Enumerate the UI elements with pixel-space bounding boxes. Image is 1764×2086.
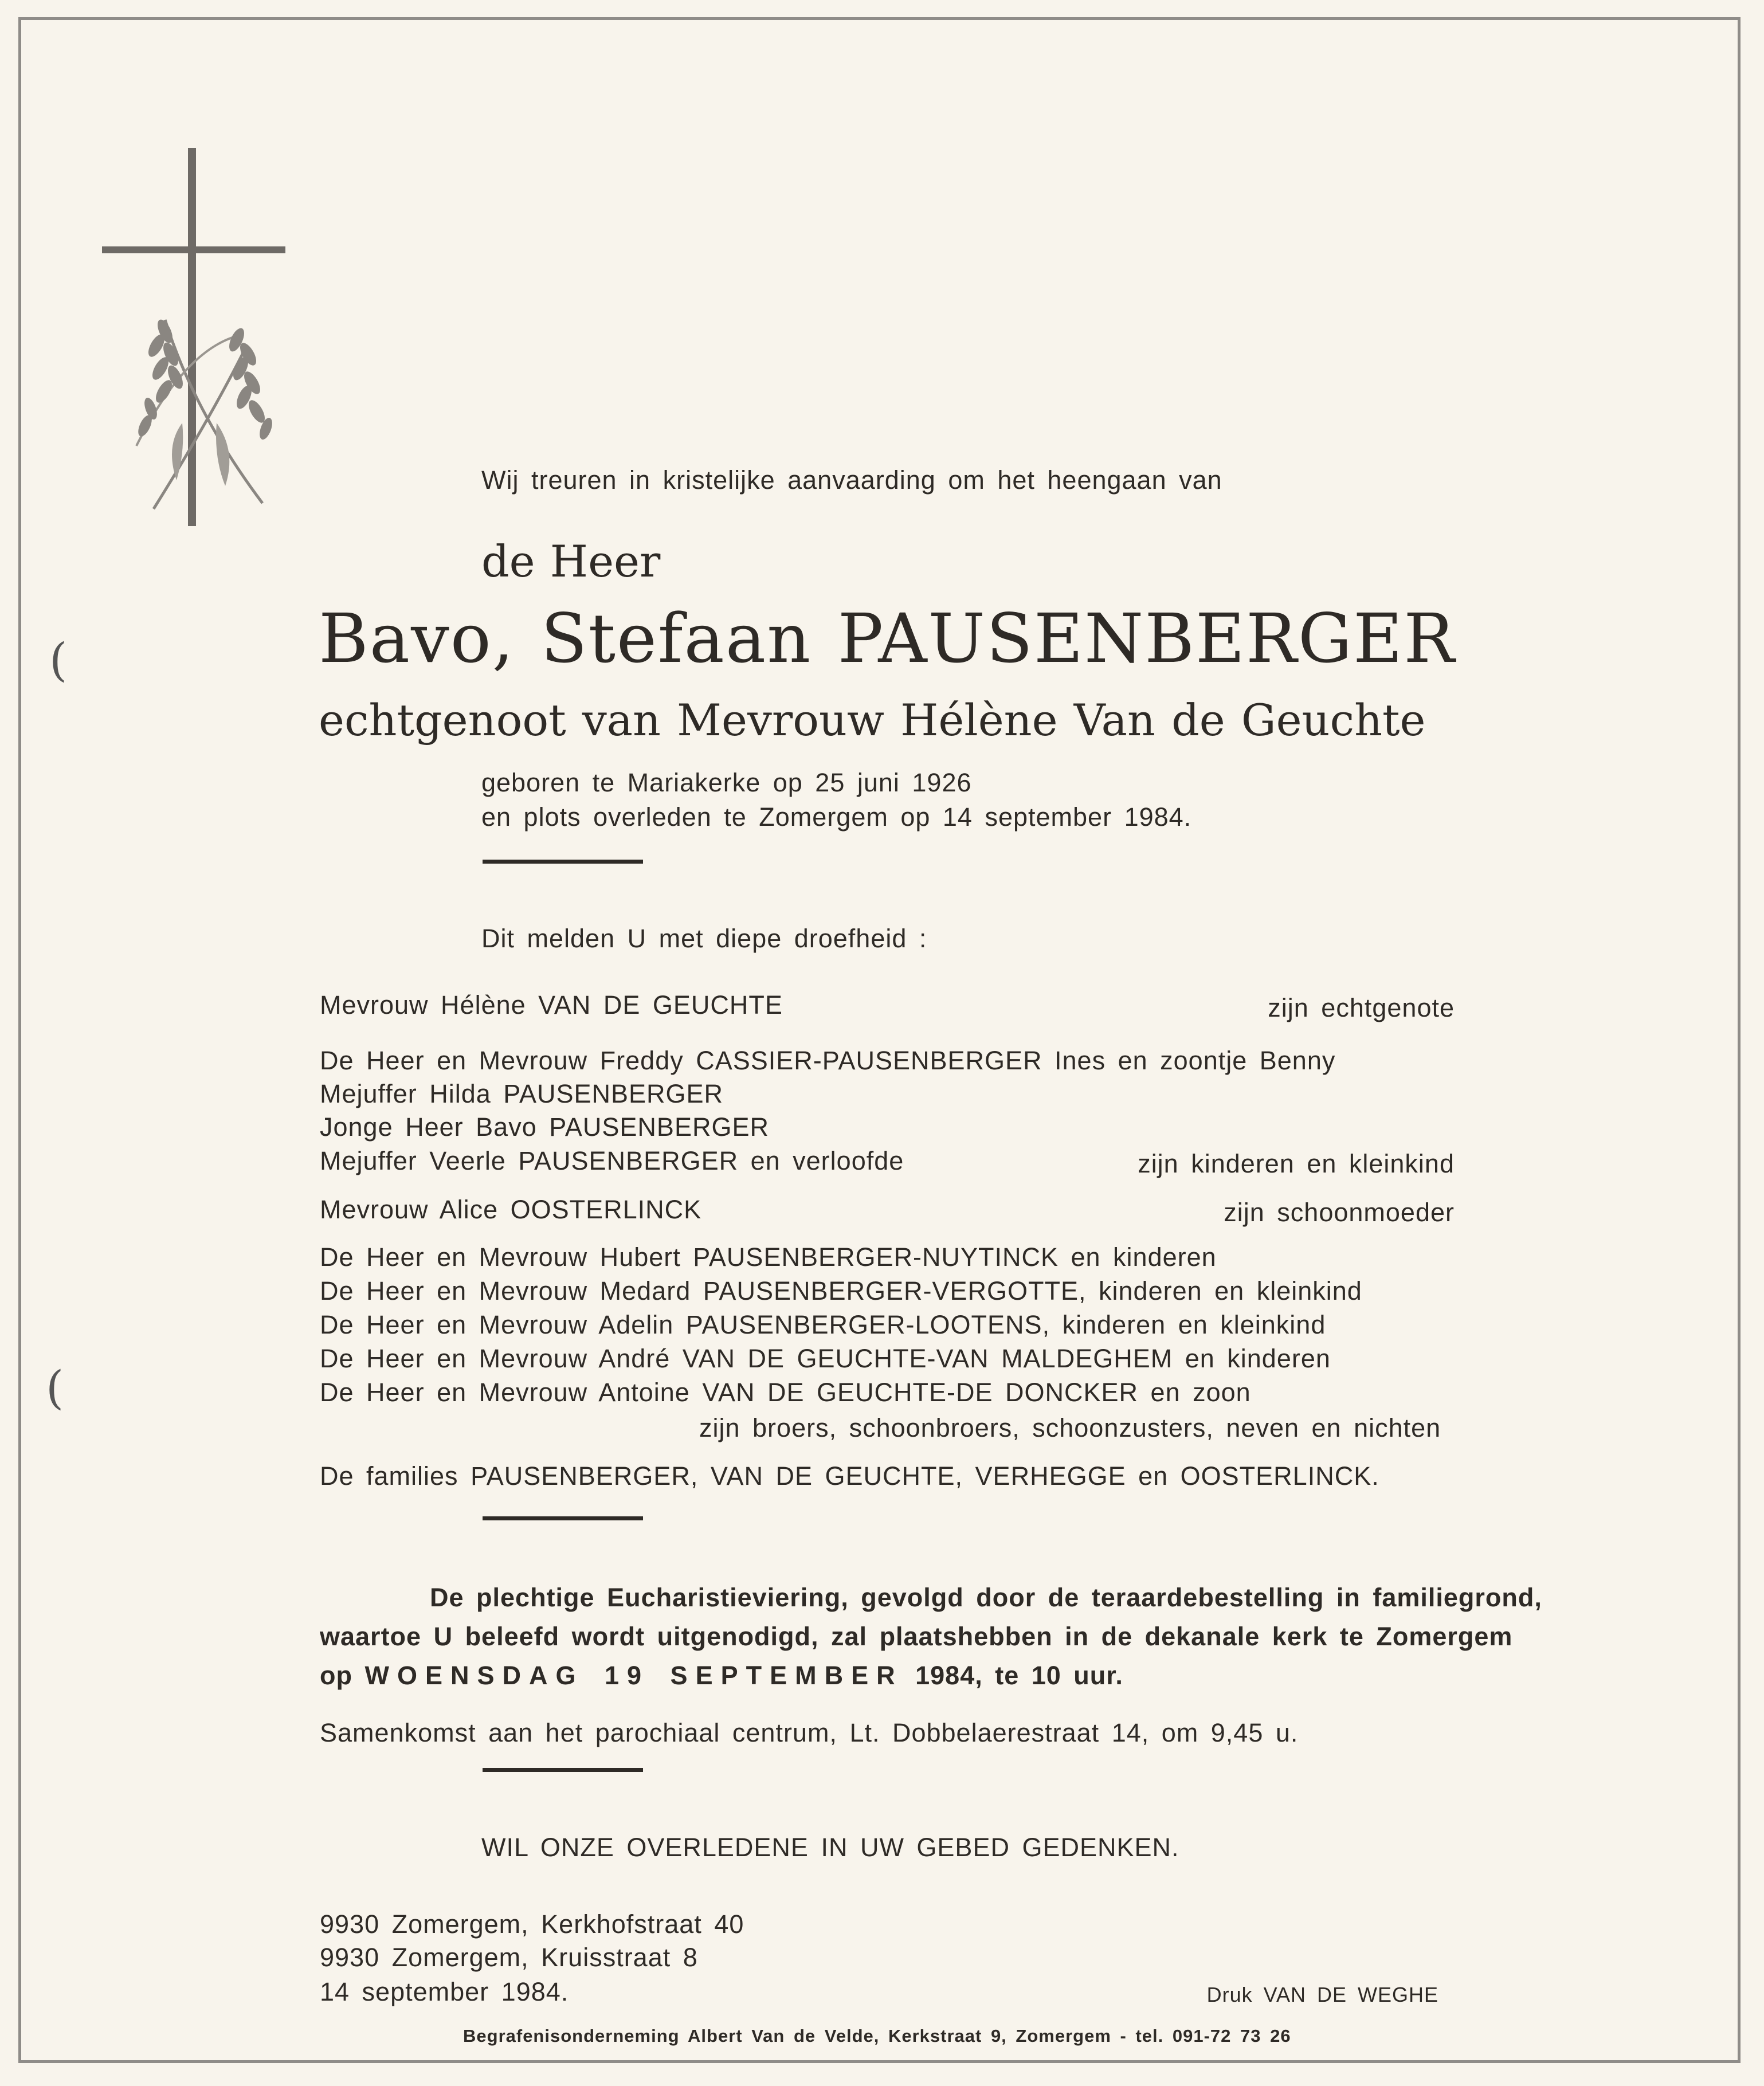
mourner-line: De Heer en Mevrouw Antoine VAN DE GEUCHTE-DE DONCKER en zoon: [320, 1378, 1251, 1407]
announcement: Dit melden U met diepe droefheid :: [481, 924, 927, 953]
gathering-line: Samenkomst aan het parochiaal centrum, Lt. Dobbelaerestraat 14, om 9,45 u.: [320, 1718, 1299, 1747]
address-line: 9930 Zomergem, Kruisstraat 8: [320, 1943, 698, 1972]
undertaker-credit: Begrafenisonderneming Albert Van de Velde, Kerkstraat 9, Zomergem - tel. 091-72 73 26: [463, 2026, 1291, 2046]
mourner-line: Jonge Heer Bavo PAUSENBERGER: [320, 1112, 769, 1142]
prayer-request: WIL ONZE OVERLEDENE IN UW GEBED GEDENKEN.: [481, 1833, 1179, 1862]
address-line: 9930 Zomergem, Kerkhofstraat 40: [320, 1909, 744, 1939]
relation-label: zijn kinderen en kleinkind: [1138, 1149, 1455, 1178]
mourner-line: Mejuffer Hilda PAUSENBERGER: [320, 1079, 724, 1108]
printer-credit: Druk VAN DE WEGHE: [1206, 1983, 1438, 2006]
mourner-line: De Heer en Mevrouw Medard PAUSENBERGER-VERGOTTE, kinderen en kleinkind: [320, 1276, 1362, 1305]
intro-text: Wij treuren in kristelijke aanvaarding om het heengaan van: [481, 465, 1222, 495]
divider: [483, 1768, 643, 1772]
mourner-line: Mejuffer Veerle PAUSENBERGER en verloofde: [320, 1146, 904, 1175]
mourner-line: Mevrouw Hélène VAN DE GEUCHTE: [320, 990, 783, 1020]
ceremony-prefix: op: [320, 1661, 352, 1690]
punch-hole-mark: (: [46, 1361, 64, 1414]
divider: [483, 860, 643, 864]
ceremony-time: 1984, te 10 uur.: [915, 1661, 1123, 1690]
birth-line: geboren te Mariakerke op 25 juni 1926: [481, 768, 972, 797]
mourner-line: Mevrouw Alice OOSTERLINCK: [320, 1195, 702, 1224]
death-line: en plots overleden te Zomergem op 14 september 1984.: [481, 802, 1192, 832]
relation-label: zijn broers, schoonbroers, schoonzusters, neven en nichten: [699, 1413, 1441, 1442]
ceremony-line: De plechtige Eucharistieviering, gevolgd door de teraardebestelling in familiegrond,: [430, 1583, 1542, 1612]
relation-label: zijn echtgenote: [1268, 993, 1455, 1022]
mourner-line: De Heer en Mevrouw André VAN DE GEUCHTE-VAN MALDEGHEM en kinderen: [320, 1344, 1331, 1373]
deceased-name: Bavo, Stefaan PAUSENBERGER: [319, 599, 1456, 678]
cross-with-wheat-icon: [96, 148, 303, 538]
date-line: 14 september 1984.: [320, 1977, 569, 2006]
title-prefix: de Heer: [481, 536, 661, 587]
families-line: De families PAUSENBERGER, VAN DE GEUCHTE, VERHEGGE en OOSTERLINCK.: [320, 1461, 1379, 1491]
mourner-line: De Heer en Mevrouw Freddy CASSIER-PAUSENBERGER Ines en zoontje Benny: [320, 1046, 1336, 1075]
ceremony-date-line: [320, 1661, 1123, 1691]
ceremony-day: WOENSDAG 19 SEPTEMBER: [364, 1661, 903, 1690]
ceremony-line: waartoe U beleefd wordt uitgenodigd, zal plaatshebben in de dekanale kerk te Zomergem: [320, 1622, 1513, 1651]
mourner-line: De Heer en Mevrouw Hubert PAUSENBERGER-NUYTINCK en kinderen: [320, 1242, 1217, 1272]
spouse-line: echtgenoot van Mevrouw Hélène Van de Geuchte: [319, 695, 1426, 746]
relation-label: zijn schoonmoeder: [1224, 1198, 1455, 1227]
punch-hole-mark: (: [49, 633, 68, 687]
divider: [483, 1516, 643, 1520]
mourner-line: De Heer en Mevrouw Adelin PAUSENBERGER-LOOTENS, kinderen en kleinkind: [320, 1310, 1326, 1339]
